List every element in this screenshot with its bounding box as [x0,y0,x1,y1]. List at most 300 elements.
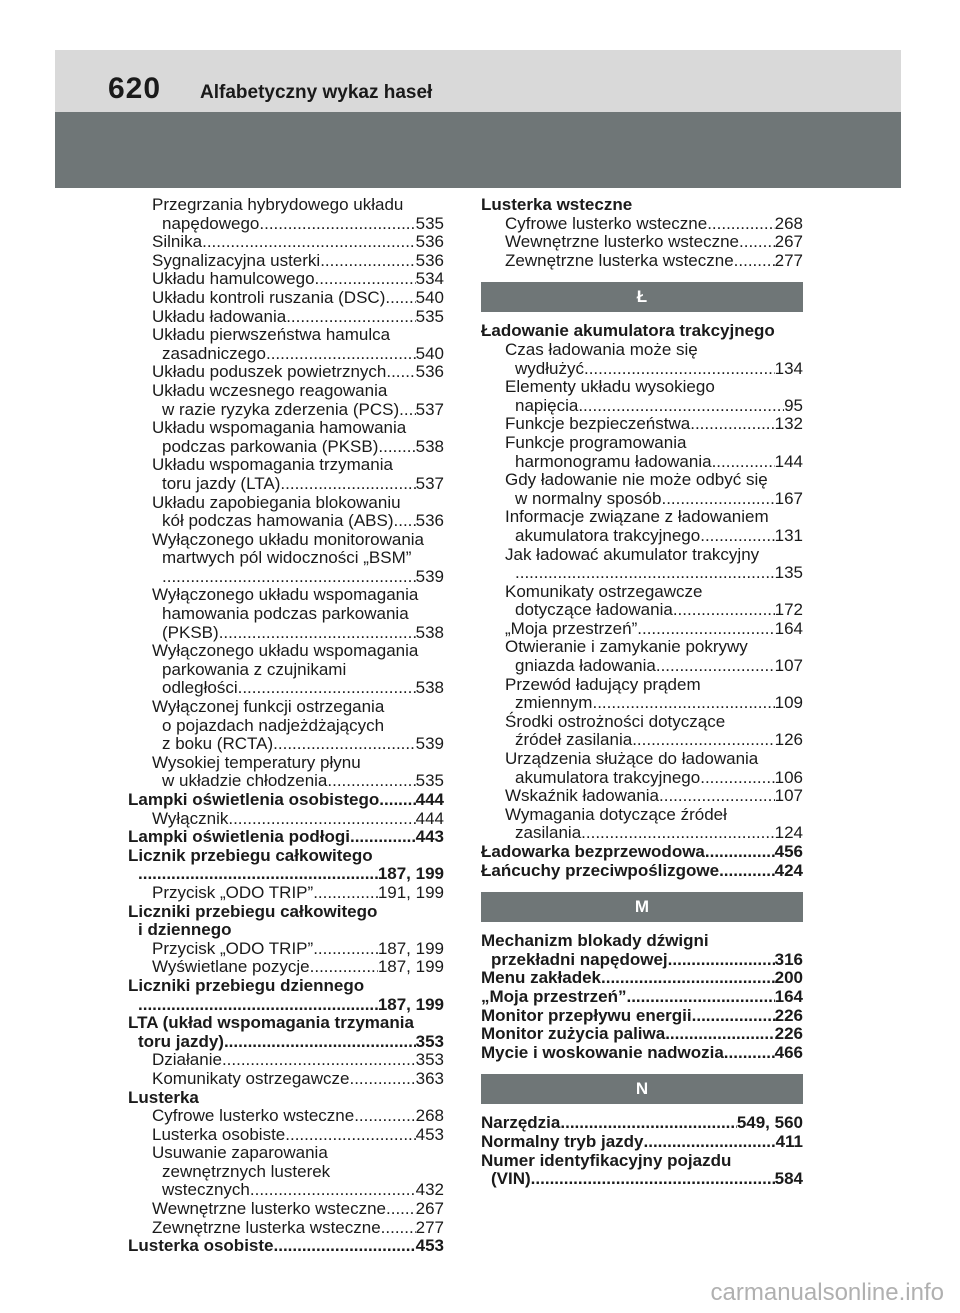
entry-text: zmiennym [515,693,593,713]
index-entry [128,252,444,271]
page-reference: 549, 560 [736,1113,803,1133]
dot-leader [692,1007,775,1026]
index-entry [481,196,803,215]
index-entry [481,713,803,750]
index-entry [128,531,444,587]
page-reference: 135 [774,563,803,583]
index-entry [481,932,803,969]
dot-leader [385,289,415,308]
entry-text: Numer identyfikacyjny pojazdu [481,1150,732,1170]
entry-text: Mechanizm blokady dźwigni [481,931,709,951]
index-entry [128,940,444,959]
dot-leader [668,951,775,970]
index-entry [128,1051,444,1070]
entry-text: Wyłączonego układu wspomagania [152,585,419,605]
entry-text: Wyłączonego układu monitorowania [152,529,424,549]
page-reference: 187, 199 [377,864,444,884]
dot-leader [560,1114,736,1133]
page-reference: 164 [774,986,803,1006]
dot-leader [578,397,784,416]
entry-text: Funkcje bezpieczeństwa [505,414,691,434]
dot-leader [379,791,415,810]
dot-leader [515,564,775,583]
index-entry [481,843,803,862]
entry-text: Lusterka [128,1087,199,1107]
entry-text: martwych pól widoczności „BSM” [162,548,412,568]
entry-text: Przycisk „ODO TRIP” [152,938,314,958]
dot-leader [273,735,415,754]
index-entry [128,382,444,419]
page-reference: 226 [774,1005,803,1025]
entry-text: toru jazdy) [138,1031,224,1051]
page-reference: 536 [415,232,444,252]
entry-text: przekładni napędowej [491,949,668,969]
dot-leader [394,512,416,531]
entry-text: LTA (układ wspomagania trzymania [128,1013,414,1033]
entry-text: Wymagania dotyczące źródeł [505,804,727,824]
section-letter-bar: N [481,1074,803,1104]
entry-text: akumulatora trakcyjnego [515,767,701,787]
dot-leader [592,694,774,713]
page-reference: 134 [774,358,803,378]
dot-leader [138,996,378,1015]
index-entry [128,1070,444,1089]
page-reference: 453 [415,1124,444,1144]
entry-text: harmonogramu ładowania [515,451,712,471]
page-reference: 424 [774,860,803,880]
dot-leader [224,1033,416,1052]
entry-text: kół podczas hamowania (ABS) [162,511,394,531]
entry-text: zewnętrznych lusterek [162,1161,331,1181]
entry-text: Przycisk „ODO TRIP” [152,882,314,902]
page-reference: 268 [415,1106,444,1126]
entry-text: Ładowanie akumulatora trakcyjnego [481,321,775,341]
dot-leader [280,475,415,494]
dot-leader [739,233,775,252]
index-entry [128,1200,444,1219]
index-entry [481,322,803,341]
dot-leader [286,308,415,327]
page-reference: 535 [415,306,444,326]
dot-leader [626,988,774,1007]
index-entry [481,546,803,583]
page-reference: 353 [415,1031,444,1051]
entry-text: Zewnętrzne lusterka wsteczne [152,1217,381,1237]
index-entry [128,1089,444,1108]
entry-text: Wyświetlane pozycje [152,957,310,977]
index-entry [481,1133,803,1152]
dot-leader [354,1107,415,1126]
page-reference: 537 [415,399,444,419]
entry-text: Komunikaty ostrzegawcze [152,1068,350,1088]
index-entry [128,698,444,754]
index-entry [481,508,803,545]
dot-leader [659,787,775,806]
index-entry [481,378,803,415]
entry-text: Mycie i woskowanie nadwozia [481,1042,724,1062]
index-entry [481,862,803,881]
dot-leader [285,1126,415,1145]
index-entry [481,787,803,806]
index-entry [481,434,803,471]
entry-text: wstecznych [162,1180,250,1200]
entry-text: Sygnalizacyjna usterki [152,250,321,270]
page-reference: 536 [415,511,444,531]
entry-text: Przegrzania hybrydowego układu [152,195,404,214]
dot-leader [219,624,416,643]
index-entry [481,988,803,1007]
page-reference: 538 [415,622,444,642]
index-entry [128,977,444,1014]
dot-leader [700,769,774,788]
index-entry [481,233,803,252]
page-reference: 144 [774,451,803,471]
page-reference: 443 [415,827,444,847]
page-reference: 126 [774,730,803,750]
page-reference: 353 [415,1050,444,1070]
entry-text: Elementy układu wysokiego [505,377,715,397]
page-reference: 109 [774,693,803,713]
entry-text: Menu zakładek [481,968,601,988]
index-entry [128,233,444,252]
index-entry [128,828,444,847]
dot-leader [665,1025,774,1044]
index-entry [128,1107,444,1126]
dot-leader [707,215,774,234]
entry-text: Lusterka wsteczne [481,195,633,214]
dot-leader [250,1181,416,1200]
dot-leader [705,843,775,862]
dot-leader [350,828,416,847]
dot-leader [274,1237,416,1256]
entry-text: odległości [162,678,238,698]
dot-leader [313,884,378,903]
page-reference: 411 [775,1131,803,1151]
page-title: Alfabetyczny wykaz haseł [200,82,433,103]
entry-text: Układu pierwszeństwa hamulca [152,325,391,345]
index-entry [481,471,803,508]
entry-text: gniazda ładowania [515,656,656,676]
index-entry [481,676,803,713]
entry-text: Wysokiej temperatury płynu [152,752,361,772]
index-entry [128,958,444,977]
index-entry [128,419,444,456]
dot-leader [734,252,775,271]
index-entry [128,363,444,382]
page-reference: 444 [415,790,444,809]
dot-leader [222,1051,416,1070]
index-entry [481,583,803,620]
entry-text: (PKSB) [162,622,219,642]
entry-text: Działanie [152,1050,222,1070]
page-reference: 187, 199 [377,994,444,1014]
entry-text: Lampki oświetlenia osobistego [128,790,380,809]
entry-text: Ładowarka bezprzewodowa [481,842,705,861]
page-reference: 535 [415,213,444,233]
dot-leader [386,1200,416,1219]
index-entry [128,586,444,642]
entry-text: parkowania z czujnikami [162,659,347,679]
page-reference: 453 [415,1236,444,1256]
entry-text: dotyczące ładowania [515,600,673,620]
dot-leader [310,958,378,977]
index-entry [128,642,444,698]
index-entry [128,903,444,940]
index-entry [128,270,444,289]
header-banner [55,112,901,188]
dot-leader [700,527,774,546]
index-entry [481,638,803,675]
index-entry [128,326,444,363]
entry-text: wydłużyć [515,358,584,378]
index-entry [128,1219,444,1238]
dot-leader [386,363,415,382]
dot-leader [531,1170,775,1189]
entry-text: Czas ładowania może się [505,339,698,359]
page-reference: 200 [774,968,803,988]
entry-text: akumulatora trakcyjnego [515,525,701,545]
entry-text: Normalny tryb jazdy [481,1131,644,1151]
entry-text: Układu kontroli ruszania (DSC) [152,287,386,307]
page-reference: 167 [774,488,803,508]
entry-text: Urządzenia służące do ładowania [505,749,759,769]
page-reference: 536 [415,250,444,270]
dot-leader [656,657,775,676]
entry-text: Układu poduszek powietrznych [152,362,387,382]
entry-text: zasilania [515,823,582,843]
dot-leader [138,865,378,884]
page-reference: 536 [415,362,444,382]
index-entry [128,884,444,903]
dot-leader [327,772,415,791]
page-reference: 132 [774,414,803,434]
page-reference: 539 [415,566,444,586]
dot-leader [202,233,416,252]
index-entry [481,215,803,234]
entry-text: napędowego [162,213,260,233]
entry-text: o pojazdach nadjeżdżających [162,715,385,735]
entry-text: Otwieranie i zamykanie pokrywy [505,637,748,657]
entry-text: Liczniki przebiegu całkowitego [128,901,378,921]
entry-text: (VIN) [491,1169,531,1189]
header-band [55,50,901,112]
index-entry [128,754,444,791]
entry-text: Liczniki przebiegu dziennego [128,975,365,995]
dot-leader [266,345,416,364]
dot-leader [228,810,415,829]
entry-text: Łańcuchy przeciwpoślizgowe [481,860,720,880]
entry-text: Wyłączonej funkcji ostrzegania [152,697,385,717]
entry-text: napięcia [515,395,579,415]
index-entry [128,289,444,308]
page-reference: 535 [415,771,444,791]
page-reference: 584 [774,1169,803,1189]
entry-text: Układu hamulcowego [152,269,315,289]
dot-leader [584,360,775,379]
dot-leader [238,679,416,698]
page-reference: 187, 199 [377,957,444,977]
page-reference: 432 [415,1180,444,1200]
entry-text: Lusterka osobiste [128,1236,274,1256]
index-entry [128,1144,444,1200]
entry-text: Monitor przepływu energii [481,1005,692,1025]
entry-text: Układu wspomagania trzymania [152,455,393,475]
dot-leader [399,401,416,420]
index-entry [481,1152,803,1189]
dot-leader [661,490,774,509]
page-reference: 107 [774,656,803,676]
index-entry [481,806,803,843]
page-reference: 106 [774,767,803,787]
index-entry [481,1114,803,1133]
entry-text: Wewnętrzne lusterko wsteczne [505,232,740,252]
page-reference: 316 [774,949,803,969]
entry-text: Gdy ładowanie nie może odbyć się [505,470,768,490]
entry-text: Zewnętrzne lusterka wsteczne [505,250,734,270]
page-reference: 95 [784,395,803,415]
entry-text: Wskaźnik ładowania [505,786,660,806]
page-reference: 363 [415,1068,444,1088]
page-reference: 164 [774,618,803,638]
page-reference: 540 [415,343,444,363]
page-reference: 124 [774,823,803,843]
entry-text: Narzędzia [481,1113,561,1133]
index-entry [128,456,444,493]
page-reference: 267 [415,1199,444,1219]
index-entry [128,791,444,810]
dot-leader [673,601,775,620]
entry-text: Silnika [152,232,203,252]
page-reference: 268 [774,213,803,233]
entry-text: w razie ryzyka zderzenia (PCS) [162,399,400,419]
index-entry [128,810,444,829]
dot-leader [724,1044,775,1063]
entry-text: Układu wspomagania hamowania [152,418,407,438]
dot-leader [313,940,378,959]
page-reference: 172 [774,600,803,620]
entry-text: Licznik przebiegu całkowitego [128,845,373,865]
page-number: 620 [108,72,162,105]
entry-text: Wewnętrzne lusterko wsteczne [152,1199,387,1219]
entry-text: Komunikaty ostrzegawcze [505,581,703,601]
page-reference: 538 [415,436,444,456]
index-entry [481,252,803,271]
entry-text: „Moja przestrzeń” [481,986,627,1006]
entry-text: toru jazdy (LTA) [162,473,281,493]
entry-text: źródeł zasilania [515,730,633,750]
entry-text: w układzie chłodzenia [162,771,328,791]
entry-text: i dziennego [138,920,232,940]
watermark: carmanualsonline.info [710,1279,944,1306]
dot-leader [349,1070,415,1089]
index-entry [128,1237,444,1256]
index-entry [481,969,803,988]
entry-text: Jak ładować akumulator trakcyjny [505,544,760,564]
entry-text: w normalny sposób [515,488,662,508]
entry-text: Funkcje programowania [505,432,687,452]
page-reference: 187, 199 [377,938,444,958]
index-entry [481,1025,803,1044]
page-reference: 534 [415,269,444,289]
dot-leader [315,270,416,289]
entry-text: Lampki oświetlenia podłogi [128,827,350,847]
entry-text: Wyłączonego układu wspomagania [152,641,419,661]
page-reference: 539 [415,734,444,754]
entry-text: Układu wczesnego reagowania [152,380,388,400]
page-reference: 267 [774,232,803,252]
index-entry [128,308,444,327]
dot-leader [644,1133,776,1152]
entry-text: podczas parkowania (PKSB) [162,436,379,456]
index-entry [481,1007,803,1026]
index-entry [481,750,803,787]
page-reference: 444 [415,808,444,828]
index-column-left [128,196,444,1256]
dot-leader [378,438,415,457]
index-entry [128,847,444,884]
dot-leader [320,252,415,271]
entry-text: „Moja przestrzeń” [505,618,638,638]
entry-text: z boku (RCTA) [162,734,274,754]
index-entry [128,1014,444,1051]
entry-text: Lusterka osobiste [152,1124,286,1144]
page-reference: 456 [774,842,803,861]
dot-leader [162,568,416,587]
page-reference: 277 [415,1217,444,1237]
index-entry [128,196,444,233]
entry-text: Wyłącznik [152,808,229,828]
page-reference: 538 [415,678,444,698]
dot-leader [581,824,774,843]
dot-leader [690,415,774,434]
page-reference: 540 [415,287,444,307]
page-reference: 277 [774,250,803,270]
index-entry [481,341,803,378]
entry-text: zasadniczego [162,343,266,363]
entry-text: Układu zapobiegania blokowaniu [152,492,401,512]
index-entry [481,1044,803,1063]
dot-leader [712,453,775,472]
page-reference: 107 [774,786,803,806]
index-entry [481,620,803,639]
entry-text: Układu ładowania [152,306,287,326]
page-reference: 191, 199 [377,882,444,902]
entry-text: Cyfrowe lusterko wsteczne [505,213,708,233]
page-reference: 466 [774,1042,803,1062]
dot-leader [601,969,775,988]
index-entry [481,415,803,434]
page-reference: 226 [774,1024,803,1044]
section-letter-bar: Ł [481,282,803,312]
page-reference: 537 [415,473,444,493]
page-reference: 131 [774,525,803,545]
dot-leader [259,215,415,234]
entry-text: Środki ostrożności dotyczące [505,711,726,731]
index-column-right [481,196,803,1189]
dot-leader [381,1219,416,1238]
index-entry [128,1126,444,1145]
index-entry [128,494,444,531]
dot-leader [632,731,774,750]
dot-leader [637,620,774,639]
entry-text: Monitor zużycia paliwa [481,1024,666,1044]
section-letter-bar: M [481,892,803,922]
entry-text: Informacje związane z ładowaniem [505,507,769,527]
entry-text: hamowania podczas parkowania [162,604,409,624]
entry-text: Przewód ładujący prądem [505,674,701,694]
entry-text: Cyfrowe lusterko wsteczne [152,1106,355,1126]
dot-leader [719,862,775,881]
